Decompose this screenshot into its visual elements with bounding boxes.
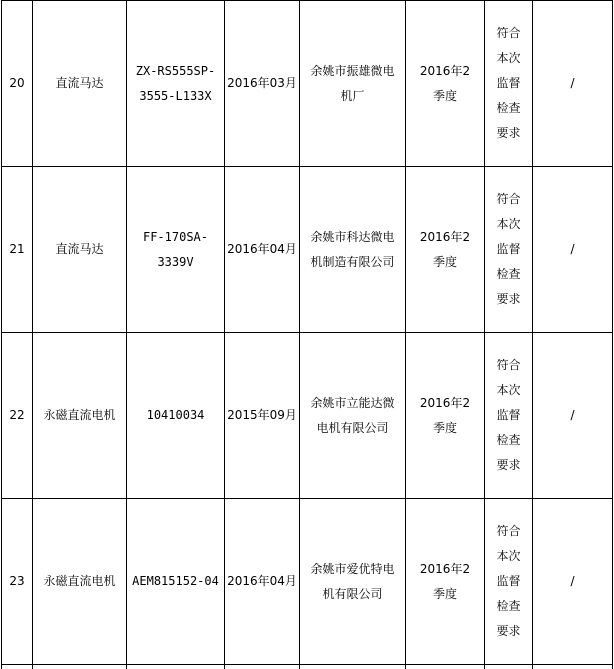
product-name: 直流马达: [55, 242, 104, 256]
product-name: 直流马达: [55, 76, 104, 90]
product-name-cell: [33, 333, 127, 499]
row-number: 21: [9, 242, 25, 256]
production-date-cell: [225, 499, 300, 665]
table-row: [2, 1, 613, 167]
period-cell: [406, 499, 485, 665]
note-cell: [533, 1, 613, 167]
note: /: [570, 76, 575, 90]
row-number-cell: [2, 499, 33, 665]
verdict-cell: [485, 167, 533, 333]
period-cell: [406, 333, 485, 499]
model-cell: [127, 1, 225, 167]
product-name: 永磁直流电机: [43, 574, 116, 588]
model-line: ZX-RS555SP-: [135, 63, 216, 78]
period-cell: [406, 1, 485, 167]
inspection-period: 2016年2季度: [419, 229, 471, 269]
note: /: [570, 574, 575, 588]
model-cell: [127, 167, 225, 333]
product-name-cell: [33, 499, 127, 665]
row-number-cell: [2, 1, 33, 167]
note: /: [570, 408, 575, 422]
verdict: 符合本次监督检查要求: [496, 192, 521, 306]
product-name-cell: [33, 1, 127, 167]
note-cell: [533, 333, 613, 499]
partial-cell: [2, 665, 33, 669]
model-line: 10410034: [146, 408, 205, 422]
company-name: 余姚市科达微电机制造有限公司: [310, 229, 395, 269]
verdict-cell: [485, 499, 533, 665]
partial-cell: [225, 665, 300, 669]
partial-cell: [485, 665, 533, 669]
product-name-cell: [33, 167, 127, 333]
company-cell: [300, 167, 406, 333]
row-number-cell: [2, 167, 33, 333]
table-row: [2, 333, 613, 499]
production-date: 2016年03月: [227, 76, 297, 90]
model-line: AEM815152-04: [132, 574, 219, 588]
production-date-cell: [225, 1, 300, 167]
production-date-cell: [225, 167, 300, 333]
row-number: 22: [9, 408, 25, 422]
company-cell: [300, 1, 406, 167]
production-date: 2016年04月: [227, 242, 297, 256]
verdict: 符合本次监督检查要求: [496, 524, 521, 638]
period-cell: [406, 167, 485, 333]
production-date: 2015年09月: [227, 408, 297, 422]
model-line: 3555-L133X: [139, 88, 212, 103]
partial-cell: [533, 665, 613, 669]
table-row: [2, 499, 613, 665]
verdict: 符合本次监督检查要求: [496, 26, 521, 140]
production-date-cell: [225, 333, 300, 499]
company-cell: [300, 499, 406, 665]
model-line: FF-170SA-3339V: [142, 229, 209, 269]
company-name: 余姚市立能达微电机有限公司: [310, 395, 395, 435]
inspection-period: 2016年2季度: [419, 395, 471, 435]
row-number: 20: [9, 76, 25, 90]
company-name: 余姚市振雄微电机厂: [310, 63, 395, 103]
production-date: 2016年04月: [227, 574, 297, 588]
partial-cell: [300, 665, 406, 669]
row-number: 23: [9, 574, 25, 588]
company-name: 余姚市爱优特电机有限公司: [310, 561, 395, 601]
model-cell: [127, 499, 225, 665]
inspection-results-table: [1, 0, 613, 669]
table-row-partial: [2, 665, 613, 669]
verdict: 符合本次监督检查要求: [496, 358, 521, 472]
partial-cell: [406, 665, 485, 669]
product-name: 永磁直流电机: [43, 408, 116, 422]
row-number-cell: [2, 333, 33, 499]
verdict-cell: [485, 1, 533, 167]
note-cell: [533, 167, 613, 333]
note: /: [570, 242, 575, 256]
partial-cell: [127, 665, 225, 669]
verdict-cell: [485, 333, 533, 499]
partial-cell: [33, 665, 127, 669]
table-row: [2, 167, 613, 333]
inspection-period: 2016年2季度: [419, 63, 471, 103]
inspection-period: 2016年2季度: [419, 561, 471, 601]
company-cell: [300, 333, 406, 499]
note-cell: [533, 499, 613, 665]
model-cell: [127, 333, 225, 499]
